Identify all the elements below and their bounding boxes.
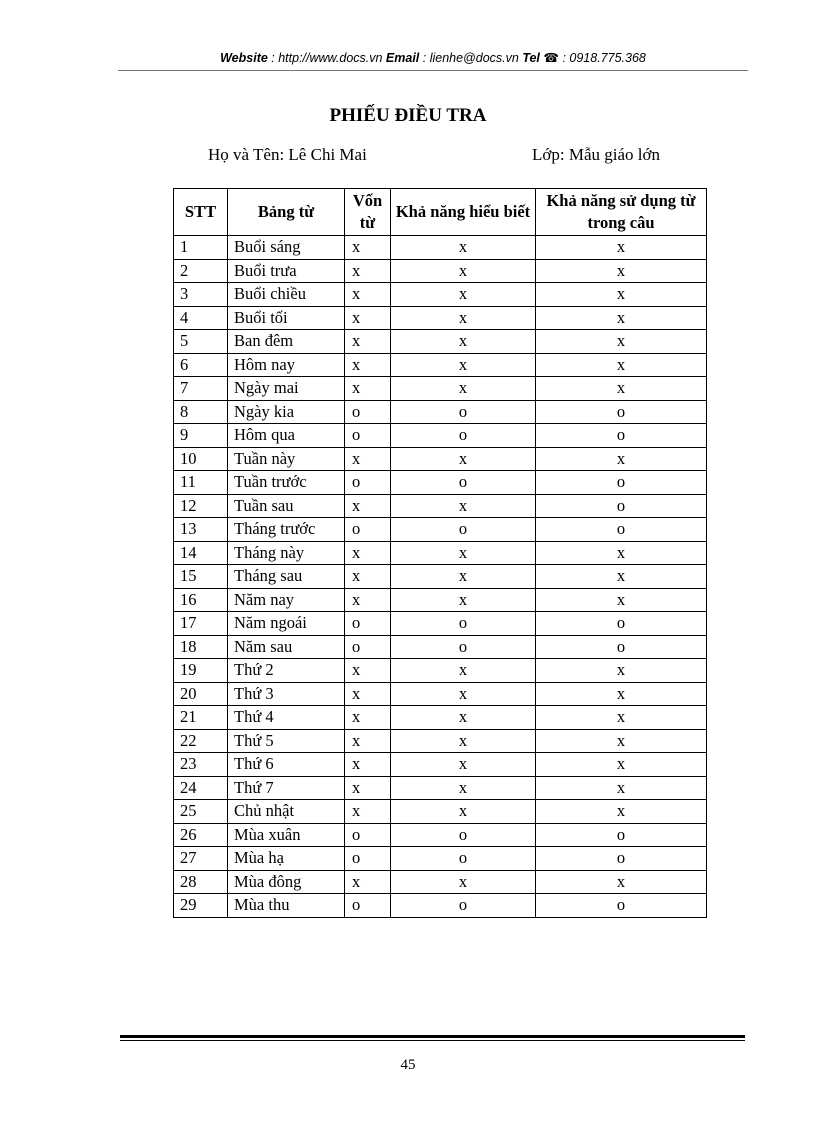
row-usage: o	[536, 424, 707, 448]
row-stt: 9	[174, 424, 228, 448]
row-vocab: o	[345, 894, 391, 918]
row-usage: x	[536, 541, 707, 565]
row-understanding: x	[391, 377, 536, 401]
row-usage: o	[536, 847, 707, 871]
row-understanding: x	[391, 682, 536, 706]
row-word: Năm ngoái	[228, 612, 345, 636]
row-word: Buổi chiều	[228, 283, 345, 307]
page-header	[118, 50, 748, 65]
page-title: PHIẾU ĐIỀU TRA	[329, 105, 487, 126]
table-row	[174, 283, 707, 307]
row-understanding: x	[391, 659, 536, 683]
row-understanding: x	[391, 353, 536, 377]
row-word: Tháng sau	[228, 565, 345, 589]
row-usage: x	[536, 259, 707, 283]
table-row	[174, 565, 707, 589]
row-understanding: o	[391, 518, 536, 542]
row-stt: 25	[174, 800, 228, 824]
row-vocab: x	[345, 588, 391, 612]
row-stt: 29	[174, 894, 228, 918]
row-vocab: o	[345, 518, 391, 542]
row-understanding: x	[391, 588, 536, 612]
row-usage: x	[536, 330, 707, 354]
table-row	[174, 659, 707, 683]
row-understanding: x	[391, 800, 536, 824]
tel-label: Tel	[522, 51, 540, 65]
name-label: Họ và Tên:	[208, 145, 285, 164]
table-row	[174, 729, 707, 753]
row-usage: o	[536, 612, 707, 636]
row-stt: 11	[174, 471, 228, 495]
table-row	[174, 236, 707, 260]
row-stt: 7	[174, 377, 228, 401]
table-row	[174, 377, 707, 401]
col-header-understanding: Khả năng hiểu biết	[391, 189, 536, 236]
row-vocab: x	[345, 353, 391, 377]
tel-value: : 0918.775.368	[558, 51, 646, 65]
row-word: Chủ nhật	[228, 800, 345, 824]
row-usage: o	[536, 400, 707, 424]
row-stt: 6	[174, 353, 228, 377]
header-rule	[118, 70, 748, 71]
row-stt: 8	[174, 400, 228, 424]
table-row	[174, 894, 707, 918]
row-usage: x	[536, 729, 707, 753]
row-stt: 19	[174, 659, 228, 683]
row-usage: x	[536, 870, 707, 894]
row-vocab: x	[345, 306, 391, 330]
row-understanding: o	[391, 847, 536, 871]
row-understanding: x	[391, 753, 536, 777]
row-word: Tuần trước	[228, 471, 345, 495]
row-vocab: x	[345, 659, 391, 683]
table-row	[174, 471, 707, 495]
row-usage: o	[536, 894, 707, 918]
row-vocab: x	[345, 753, 391, 777]
row-usage: x	[536, 447, 707, 471]
row-understanding: x	[391, 330, 536, 354]
row-word: Hôm nay	[228, 353, 345, 377]
table-row	[174, 612, 707, 636]
row-usage: x	[536, 236, 707, 260]
table-row	[174, 870, 707, 894]
table-row	[174, 753, 707, 777]
row-stt: 18	[174, 635, 228, 659]
name-value: Lê Chi Mai	[288, 145, 367, 164]
row-word: Tháng này	[228, 541, 345, 565]
row-understanding: o	[391, 894, 536, 918]
table-row	[174, 847, 707, 871]
website-value[interactable]: : http://www.docs.vn	[267, 51, 386, 65]
table-row	[174, 330, 707, 354]
row-usage: x	[536, 682, 707, 706]
row-understanding: o	[391, 823, 536, 847]
row-usage: o	[536, 471, 707, 495]
row-stt: 13	[174, 518, 228, 542]
row-understanding: x	[391, 236, 536, 260]
row-stt: 22	[174, 729, 228, 753]
class-label: Lớp:	[532, 145, 565, 164]
row-understanding: x	[391, 494, 536, 518]
student-name-line	[208, 145, 367, 165]
row-word: Thứ 6	[228, 753, 345, 777]
row-understanding: x	[391, 447, 536, 471]
row-stt: 4	[174, 306, 228, 330]
table-row	[174, 823, 707, 847]
row-understanding: x	[391, 283, 536, 307]
row-vocab: x	[345, 494, 391, 518]
row-stt: 26	[174, 823, 228, 847]
row-vocab: o	[345, 635, 391, 659]
row-understanding: x	[391, 259, 536, 283]
row-word: Tháng trước	[228, 518, 345, 542]
row-understanding: o	[391, 424, 536, 448]
row-word: Thứ 4	[228, 706, 345, 730]
row-usage: x	[536, 588, 707, 612]
row-usage: x	[536, 659, 707, 683]
row-understanding: x	[391, 776, 536, 800]
student-class-line	[532, 145, 660, 165]
row-stt: 28	[174, 870, 228, 894]
row-word: Năm sau	[228, 635, 345, 659]
row-usage: x	[536, 565, 707, 589]
row-word: Năm nay	[228, 588, 345, 612]
table-row	[174, 400, 707, 424]
row-stt: 21	[174, 706, 228, 730]
row-word: Buổi sáng	[228, 236, 345, 260]
row-vocab: x	[345, 236, 391, 260]
row-stt: 12	[174, 494, 228, 518]
row-understanding: o	[391, 400, 536, 424]
phone-icon: ☎	[543, 51, 559, 65]
row-vocab: x	[345, 776, 391, 800]
row-word: Tuần này	[228, 447, 345, 471]
table-row	[174, 706, 707, 730]
table-row	[174, 424, 707, 448]
row-stt: 27	[174, 847, 228, 871]
row-stt: 2	[174, 259, 228, 283]
row-word: Thứ 5	[228, 729, 345, 753]
table-row	[174, 541, 707, 565]
row-word: Tuần sau	[228, 494, 345, 518]
table-row	[174, 682, 707, 706]
row-usage: x	[536, 706, 707, 730]
row-usage: o	[536, 823, 707, 847]
row-vocab: o	[345, 823, 391, 847]
row-stt: 10	[174, 447, 228, 471]
row-word: Mùa thu	[228, 894, 345, 918]
row-word: Thứ 3	[228, 682, 345, 706]
row-word: Thứ 2	[228, 659, 345, 683]
col-header-stt: STT	[174, 189, 228, 236]
col-header-word: Bảng từ	[228, 189, 345, 236]
row-word: Mùa đông	[228, 870, 345, 894]
row-stt: 16	[174, 588, 228, 612]
table-row	[174, 353, 707, 377]
row-understanding: x	[391, 541, 536, 565]
page-number: 45	[400, 1057, 416, 1073]
row-stt: 1	[174, 236, 228, 260]
row-understanding: x	[391, 706, 536, 730]
row-vocab: o	[345, 424, 391, 448]
row-understanding: x	[391, 870, 536, 894]
row-understanding: x	[391, 306, 536, 330]
row-usage: o	[536, 635, 707, 659]
row-understanding: x	[391, 729, 536, 753]
table-row	[174, 447, 707, 471]
row-vocab: x	[345, 682, 391, 706]
row-vocab: x	[345, 377, 391, 401]
row-stt: 20	[174, 682, 228, 706]
row-stt: 3	[174, 283, 228, 307]
email-label: Email	[385, 51, 420, 65]
row-vocab: x	[345, 706, 391, 730]
row-usage: x	[536, 377, 707, 401]
row-vocab: x	[345, 447, 391, 471]
row-vocab: x	[345, 330, 391, 354]
row-word: Ngày mai	[228, 377, 345, 401]
row-understanding: o	[391, 612, 536, 636]
table-row	[174, 259, 707, 283]
row-word: Buổi trưa	[228, 259, 345, 283]
email-value[interactable]: : lienhe@docs.vn	[419, 51, 523, 65]
col-header-usage: Khả năng sử dụng từ trong câu	[536, 189, 707, 236]
table-row	[174, 588, 707, 612]
row-stt: 24	[174, 776, 228, 800]
table-row	[174, 494, 707, 518]
row-word: Thứ 7	[228, 776, 345, 800]
row-vocab: o	[345, 847, 391, 871]
row-vocab: x	[345, 800, 391, 824]
row-vocab: o	[345, 612, 391, 636]
row-usage: x	[536, 353, 707, 377]
row-stt: 23	[174, 753, 228, 777]
row-usage: x	[536, 306, 707, 330]
row-vocab: o	[345, 471, 391, 495]
col-header-vocab: Vốn từ	[345, 189, 391, 236]
row-vocab: o	[345, 400, 391, 424]
row-usage: x	[536, 776, 707, 800]
row-stt: 17	[174, 612, 228, 636]
survey-table	[173, 188, 707, 918]
row-vocab: x	[345, 565, 391, 589]
row-word: Buổi tối	[228, 306, 345, 330]
row-word: Hôm qua	[228, 424, 345, 448]
table-row	[174, 776, 707, 800]
row-usage: o	[536, 494, 707, 518]
row-usage: x	[536, 283, 707, 307]
row-usage: o	[536, 518, 707, 542]
row-word: Ban đêm	[228, 330, 345, 354]
row-understanding: o	[391, 635, 536, 659]
row-stt: 5	[174, 330, 228, 354]
row-understanding: x	[391, 565, 536, 589]
table-row	[174, 635, 707, 659]
row-word: Mùa xuân	[228, 823, 345, 847]
table-row	[174, 518, 707, 542]
row-vocab: x	[345, 259, 391, 283]
row-word: Ngày kia	[228, 400, 345, 424]
row-vocab: x	[345, 541, 391, 565]
table-row	[174, 800, 707, 824]
row-vocab: x	[345, 729, 391, 753]
row-stt: 14	[174, 541, 228, 565]
footer-rule-thin	[120, 1040, 745, 1041]
table-body	[174, 236, 707, 918]
class-value: Mẫu giáo lớn	[568, 145, 661, 164]
footer-rule-thick	[120, 1035, 745, 1038]
table-header-row	[174, 189, 707, 236]
website-label: Website	[220, 51, 268, 65]
table-row	[174, 306, 707, 330]
row-usage: x	[536, 753, 707, 777]
row-vocab: x	[345, 283, 391, 307]
row-usage: x	[536, 800, 707, 824]
row-stt: 15	[174, 565, 228, 589]
row-vocab: x	[345, 870, 391, 894]
row-understanding: o	[391, 471, 536, 495]
row-word: Mùa hạ	[228, 847, 345, 871]
